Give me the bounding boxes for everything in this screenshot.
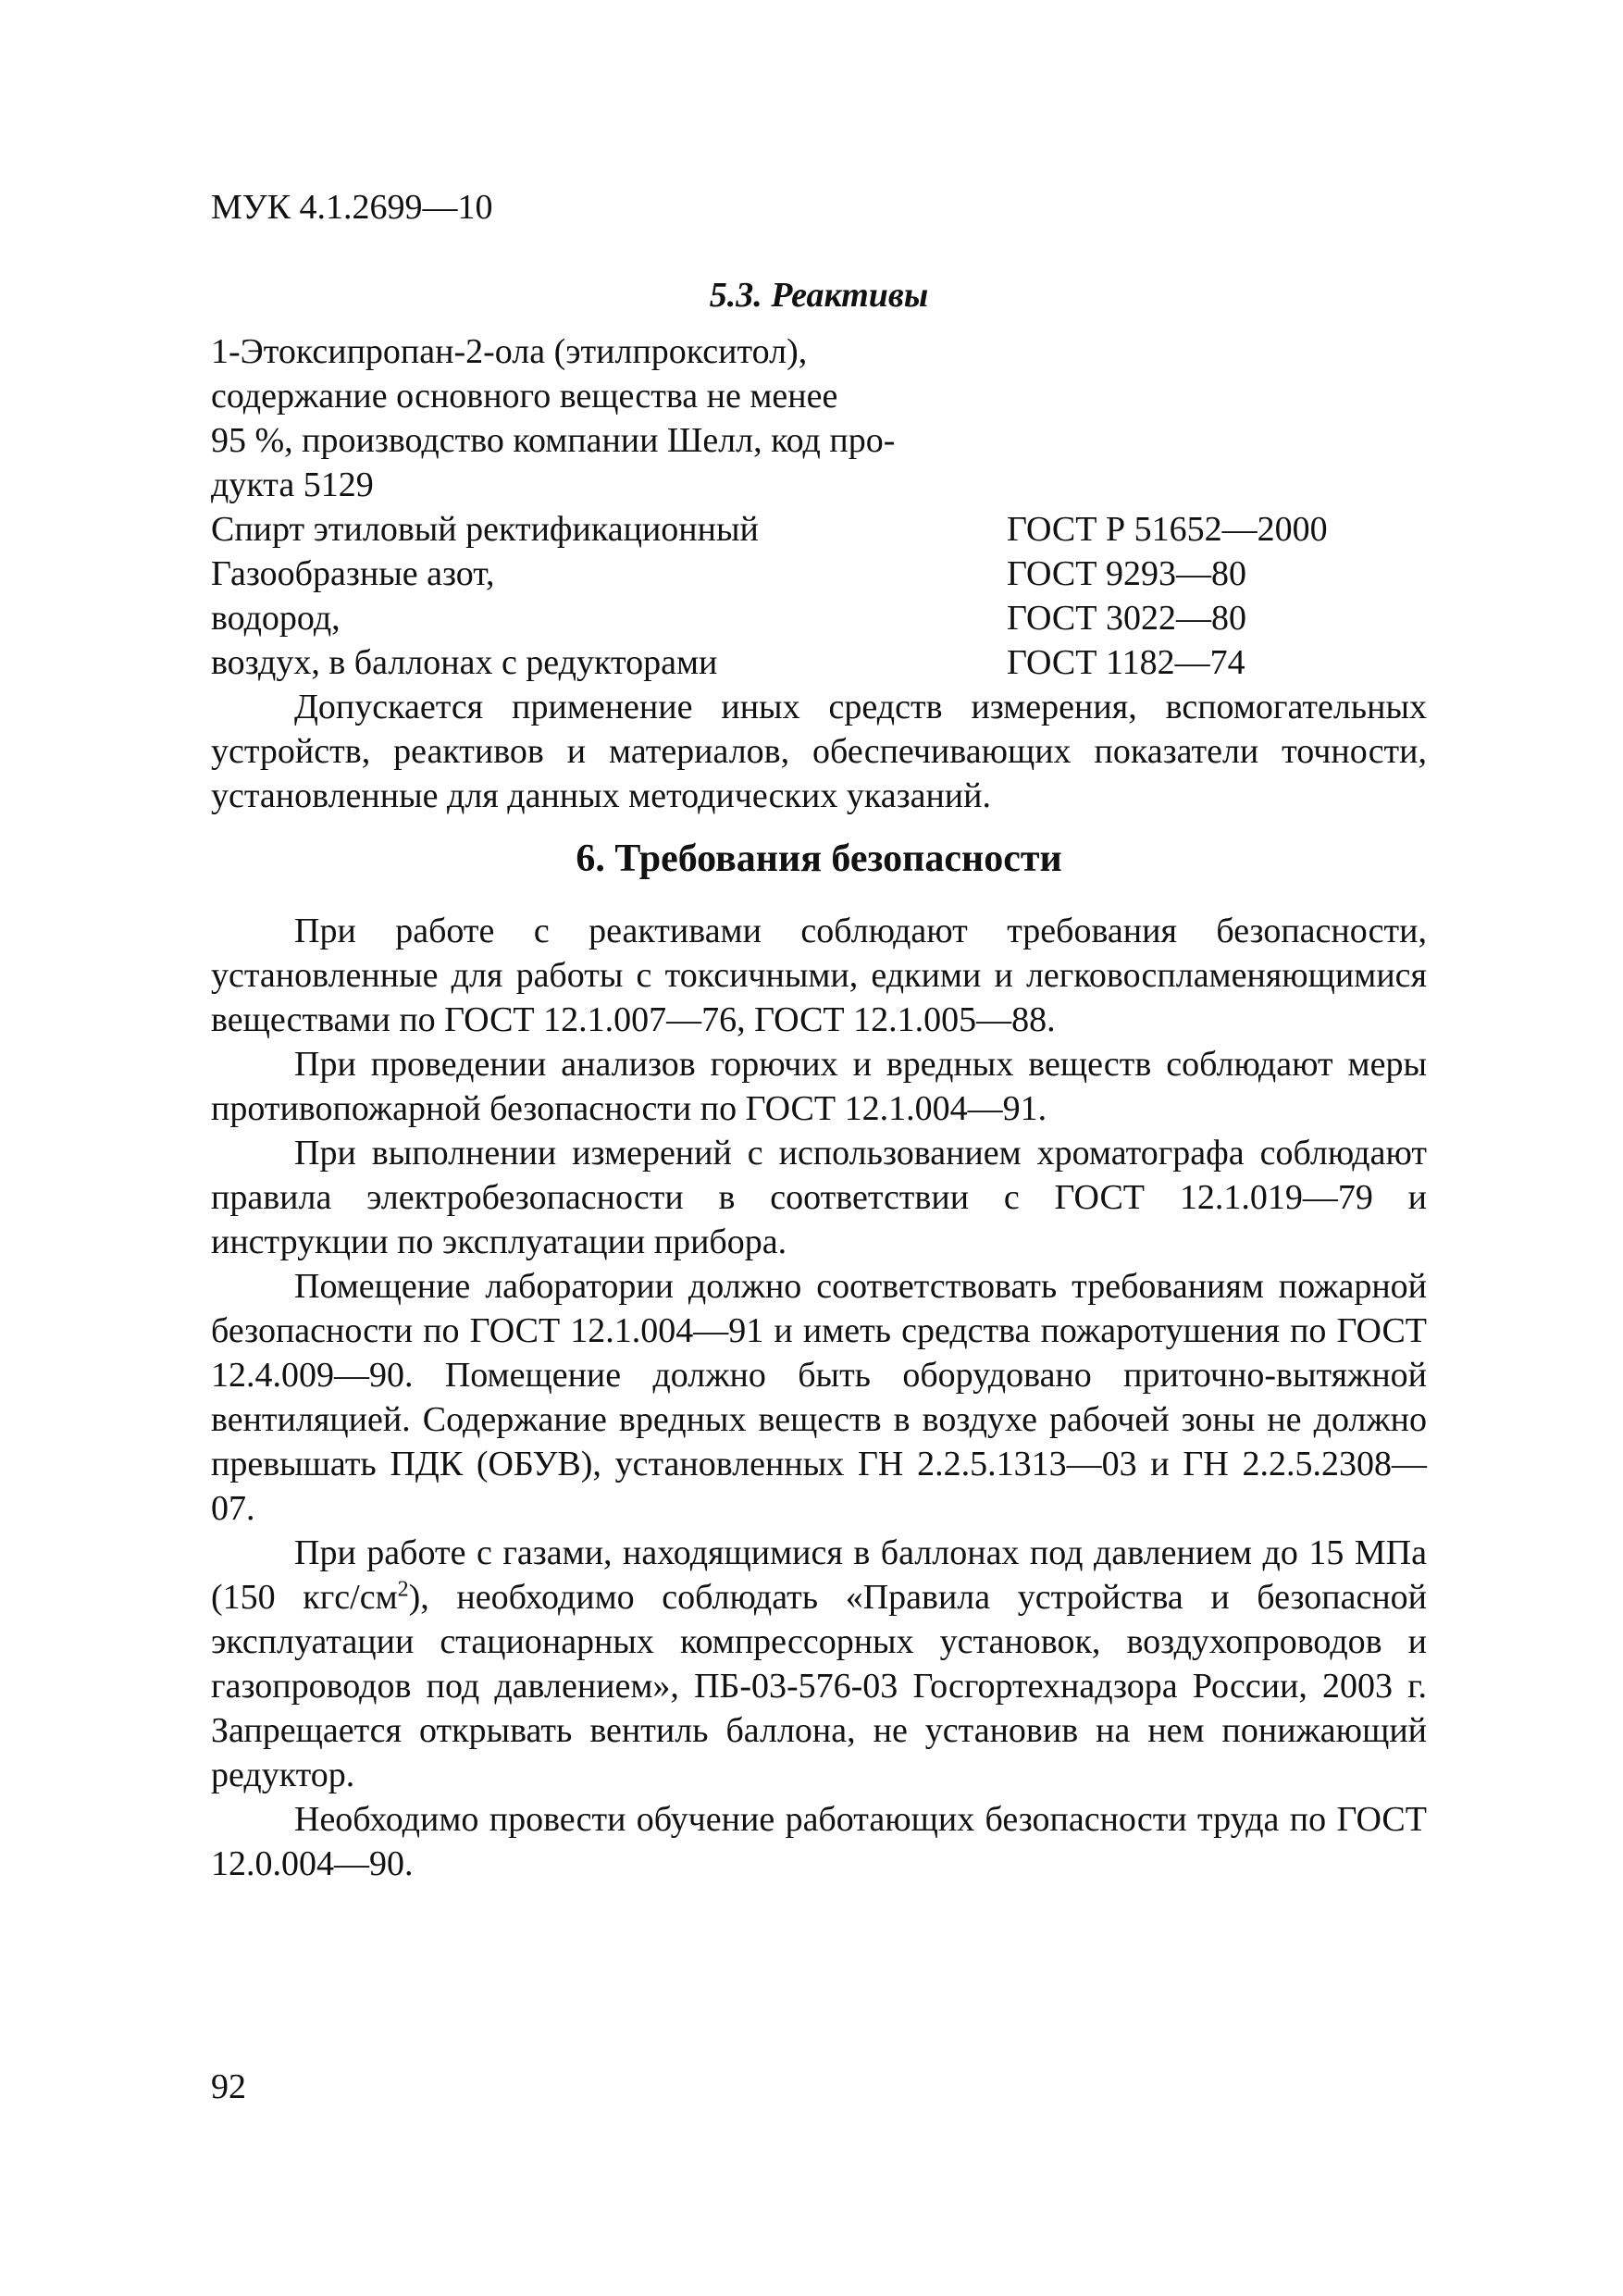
reagent-name: воздух, в баллонах с редукторами bbox=[211, 643, 718, 682]
reagent-standard: ГОСТ Р 51652—2000 bbox=[1007, 510, 1328, 549]
reagent-row bbox=[211, 596, 1427, 640]
gas-paragraph-text-end: ), необходимо соблюдать «Правила устройства и безопасной эксплуатации стационарных компрессорных установок, воздухопроводов и газопроводов под давлением», ПБ-03-576-03 Госгортехнадзора России, 2003 г. Запрещается открывать вентиль баллона, не установив на нем понижающий редуктор. bbox=[211, 1578, 1427, 1794]
reagents-note-block bbox=[211, 685, 1427, 818]
reagent-intro-line: дукта 5129 bbox=[211, 465, 374, 504]
safety-requirements-body bbox=[211, 909, 1427, 1886]
reagents-note: Допускается применение иных средств измерения, вспомогательных устройств, реактивов и материалов, обеспечивающих показатели точности, установленные для данных методических указаний. bbox=[211, 688, 1427, 815]
gas-cylinder-paragraph bbox=[211, 1531, 1427, 1797]
document-code-header: МУК 4.1.2699—10 bbox=[211, 188, 493, 227]
reagent-name: Спирт этиловый ректификационный bbox=[211, 510, 759, 549]
reagent-intro-line: 95 %, производство компании Шелл, код про- bbox=[211, 421, 896, 460]
safety-paragraph: При проведении анализов горючих и вредных веществ соблюдают меры противопожарной безопасности по ГОСТ 12.1.004—91. bbox=[211, 1045, 1427, 1128]
gas-paragraph-text-start: При работе с газами, находящимися в баллонах под давлением до 15 МПа (150 кгс/см bbox=[211, 1533, 1427, 1617]
section-5-3-title: 5.3. Реактивы bbox=[709, 276, 929, 315]
reagent-row bbox=[211, 552, 1427, 596]
reagent-name: водород, bbox=[211, 599, 341, 638]
reagent-name: Газообразные азот, bbox=[211, 554, 495, 593]
reagent-standard: ГОСТ 3022—80 bbox=[1007, 599, 1246, 638]
safety-paragraph: Помещение лаборатории должно соответствовать требованиям пожарной безопасности по ГОСТ 12.1.004—91 и иметь средства пожаротушения по ГОСТ 12.4.009—90. Помещение должно быть оборудовано приточно-вытяжной вентиляцией. Содержание вредных веществ в воздухе рабочей зоны не должно превышать ПДК (ОБУВ), установленных ГН 2.2.5.1313—03 и ГН 2.2.5.2308—07. bbox=[211, 1267, 1427, 1528]
superscript-exponent: 2 bbox=[397, 1577, 409, 1602]
training-paragraph: Необходимо провести обучение работающих безопасности труда по ГОСТ 12.0.004—90. bbox=[211, 1800, 1427, 1883]
safety-paragraph: При выполнении измерений с использованием хроматографа соблюдают правила электробезопасности в соответствии с ГОСТ 12.1.019—79 и инструкции по эксплуатации прибора. bbox=[211, 1134, 1427, 1261]
safety-paragraph: При работе с реактивами соблюдают требования безопасности, установленные для работы с токсичными, едкими и легковоспламеняющимися веществами по ГОСТ 12.1.007—76, ГОСТ 12.1.005—88. bbox=[211, 912, 1427, 1039]
reagent-standard: ГОСТ 9293—80 bbox=[1007, 554, 1246, 593]
reagent-row bbox=[211, 640, 1427, 685]
reagent-ethoxypropanol bbox=[211, 329, 1007, 507]
section-6-title: 6. Требования безопасности bbox=[576, 838, 1062, 880]
page-number: 92 bbox=[211, 2067, 246, 2106]
reagent-intro-line: 1-Этоксипропан-2-ола (этилпрокситол), bbox=[211, 332, 808, 371]
reagent-row bbox=[211, 507, 1427, 552]
reagents-list bbox=[211, 329, 1427, 685]
reagent-intro-line: содержание основного вещества не менее bbox=[211, 377, 838, 416]
reagent-standard: ГОСТ 1182—74 bbox=[1007, 643, 1245, 682]
